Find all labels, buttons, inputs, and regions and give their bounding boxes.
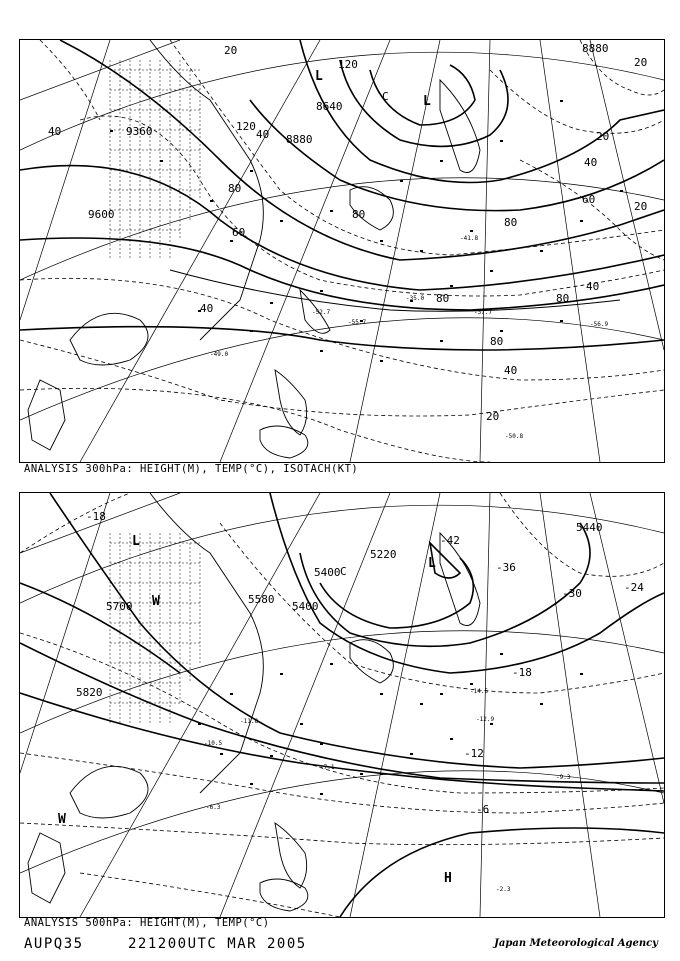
isotach-label: 80 xyxy=(228,182,242,195)
low-center: L xyxy=(423,94,431,109)
isotach-label: 40 xyxy=(256,128,270,141)
isotach-label: 60 xyxy=(232,226,246,239)
isotach-label: 20 xyxy=(634,200,648,213)
isotach-label: 20 xyxy=(596,130,610,143)
isotach-label: 40 xyxy=(504,364,518,377)
isotach-label: 40 xyxy=(48,125,62,138)
temp-label: -36 xyxy=(496,561,516,574)
station-temp: -35.0 xyxy=(406,295,425,302)
upper-chart-caption: ANALYSIS 300hPa: HEIGHT(M), TEMP(°C), ISOTACH(KT) xyxy=(24,463,359,475)
height-label: 5820 xyxy=(76,686,103,699)
isotach-label: 40 xyxy=(586,280,600,293)
station-temp: -10.5 xyxy=(204,740,223,747)
height-label: 5220 xyxy=(370,548,397,561)
station-temp: -55.7 xyxy=(348,319,367,326)
isotach-label: 80 xyxy=(352,208,366,221)
warm-center: W xyxy=(152,594,160,609)
chart-code: AUPQ35 xyxy=(24,936,84,952)
terrain-grid xyxy=(110,533,200,723)
warm-center: W xyxy=(58,812,66,827)
low-center: L xyxy=(132,534,140,549)
station-temp: -7.1 xyxy=(320,764,335,771)
temp-label: -24 xyxy=(624,581,644,594)
isotach-label: 120 xyxy=(338,58,358,71)
station-temp: -37.7 xyxy=(474,309,493,316)
cold-center: C xyxy=(340,565,347,578)
isotach-label: 20 xyxy=(224,44,238,57)
low-center: L xyxy=(315,69,323,84)
height-label: 8880 xyxy=(582,42,609,55)
isotach-label: 20 xyxy=(634,56,648,69)
height-label: 5400 xyxy=(314,566,341,579)
low-center: L xyxy=(428,556,436,571)
height-label: 9600 xyxy=(88,208,115,221)
temp-label: -12 xyxy=(464,747,484,760)
graticule xyxy=(20,493,664,917)
station-temp: -50.8 xyxy=(505,433,524,440)
isotach-label: 40 xyxy=(584,156,598,169)
height-contours xyxy=(20,493,664,917)
station-temp: -14.5 xyxy=(470,688,489,695)
isotach-label: 40 xyxy=(200,302,214,315)
lower-chart-caption: ANALYSIS 500hPa: HEIGHT(M), TEMP(°C) xyxy=(24,917,270,929)
isotach-label: 80 xyxy=(504,216,518,229)
height-label: 5700 xyxy=(106,600,133,613)
station-temp: -6.3 xyxy=(206,804,221,811)
station-temp: -9.3 xyxy=(556,774,571,781)
station-temp: -12.9 xyxy=(476,716,495,723)
lower-map-svg xyxy=(20,493,664,917)
coastline xyxy=(28,493,480,911)
isotach-label: 80 xyxy=(490,335,504,348)
isotherms xyxy=(20,493,664,917)
station-temp: -11.8 xyxy=(240,718,259,725)
terrain-grid xyxy=(110,60,200,260)
station-temp: -41.8 xyxy=(460,235,479,242)
temp-label: -6 xyxy=(476,803,490,816)
station-temp: -56.9 xyxy=(590,321,609,328)
coastline xyxy=(28,40,480,458)
temp-label: -42 xyxy=(440,534,460,547)
station-temp: -2.3 xyxy=(496,886,511,893)
height-label: 8880 xyxy=(286,133,313,146)
station-marks xyxy=(110,100,623,362)
high-center: H xyxy=(444,871,452,886)
temp-label: -18 xyxy=(512,666,532,679)
agency-credit: Japan Meteorological Agency xyxy=(494,938,658,949)
upper-map-svg xyxy=(20,40,664,462)
height-label: 8640 xyxy=(316,100,343,113)
isotach-label: 60 xyxy=(582,193,596,206)
height-label: 5440 xyxy=(576,521,603,534)
isotach-label: 20 xyxy=(486,410,500,423)
station-temp: -49.0 xyxy=(210,351,229,358)
cold-center: C xyxy=(382,90,389,103)
height-label: 9360 xyxy=(126,125,153,138)
height-label: 5580 xyxy=(248,593,275,606)
temp-label: -30 xyxy=(562,587,582,600)
temp-label: -18 xyxy=(86,510,106,523)
isotach-label: 80 xyxy=(436,292,450,305)
station-temps xyxy=(210,235,608,440)
station-temps xyxy=(204,688,571,893)
valid-time: 221200UTC MAR 2005 xyxy=(128,936,307,952)
jet-axis xyxy=(170,270,620,311)
height-label: 5400 xyxy=(292,600,319,613)
isotach-label: 80 xyxy=(556,292,570,305)
station-temp: -52.7 xyxy=(312,309,331,316)
lower-chart-500hpa xyxy=(19,492,665,918)
pressure-centers xyxy=(58,534,452,886)
upper-chart-300hpa xyxy=(19,39,665,463)
isotach-label: 120 xyxy=(236,120,256,133)
